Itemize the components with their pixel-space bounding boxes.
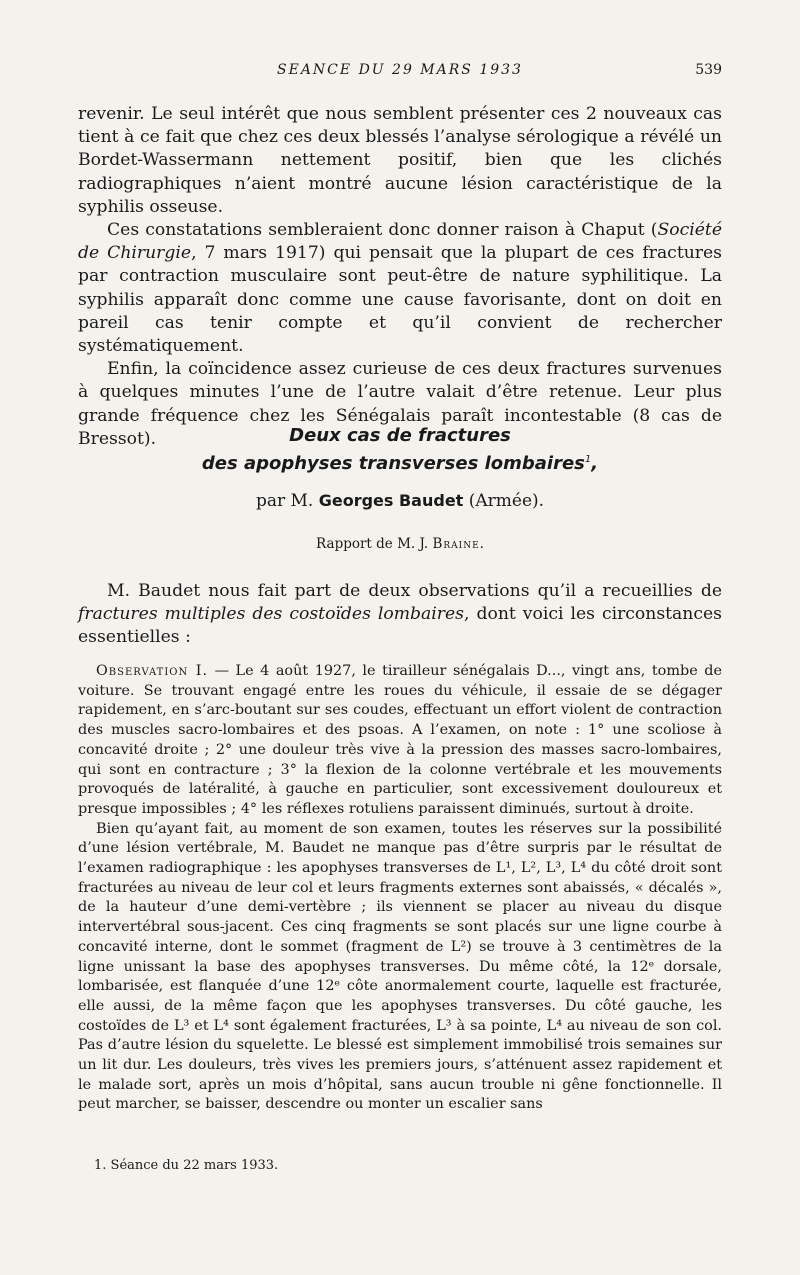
byline: par M. Georges Baudet (Armée). — [255, 491, 545, 511]
running-title: SEANCE DU 29 MARS 1933 — [277, 62, 523, 78]
observation-label: Observation I. — [96, 663, 209, 679]
footnote-mark: 1 — [584, 454, 592, 465]
paragraph: Ces constatations sembleraient donc donner raison à Chaput (Société de Chirurgie, 7 mars 1917) qui pensait que la plupart de ces fractures par contraction musculaire sont peut-être de nature syphilitique. La syphilis apparaît donc comme une cause favorisante, dont on doit en pareil cas tenir compte et qu’il convient de rechercher systématiquement. — [78, 220, 722, 357]
intro-text — [78, 103, 722, 451]
summary-text — [78, 580, 722, 650]
article-title: Deux cas de fractures des apophyses transverses lombaires$^1$, — [201, 425, 599, 474]
rapport-line: Rapport de M. J. Braine. — [316, 536, 484, 552]
author-name: Georges Baudet — [318, 491, 464, 510]
paragraph: Bien qu’ayant fait, au moment de son examen, toutes les réserves sur la possibilité d’une lésion vertébrale, M. Baudet ne manque pas d’être surpris par le résultat de l’examen radiographique : les apophyses transverses de L¹, L², L³, L⁴ du côté droit sont fracturées au niveau de leur col et leurs fragments externes sont abaissés, « décalés », de la hauteur d’une demi-vertèbre ; ils viennent se placer au niveau du disque intervertébral sous-jacent. Ces cinq fragments se sont placés sur une ligne courbe à concavité interne, dont le sommet (fragment de L²) se trouve à 3 centimètres de la ligne unissant la base des apophyses transverses. Du même côté, la 12ᵉ dorsale, lombarisée, est flanquée d’une 12ᵉ côte anormalement courte, laquelle est fracturée, elle aussi, de la même façon que les apophyses transverses. Du côté gauche, les costoïdes de L³ et L⁴ sont également fracturées, L³ à sa pointe, L⁴ au niveau de son col. Pas d’autre lésion du squelette. Le blessé est simplement immobilisé trois semaines sur un lit dur. Les douleurs, très vives les premiers jours, s’atténuent assez rapidement et le malade sort, après un mois d’hôpital, sans aucun trouble ni gêne fonctionnelle. Il peut marcher, se baisser, descendre ou monter un escalier sans — [78, 820, 722, 1113]
running-header — [78, 62, 722, 78]
paragraph: Observation I. — Le 4 août 1927, le tirailleur sénégalais D..., vingt ans, tombe de voiture. Se trouvant engagé entre les roues du véhicule, il essaie de se dégager rapidement, en s’arc-boutant sur ses coudes, effectuant un effort violent de contraction des muscles sacro-lombaires et des psoas. A l’examen, on note : 1° une scoliose à concavité droite ; 2° une douleur très vive à la pression des masses sacro-lombaires, qui sont en contracture ; 3° la flexion de la colonne vertébrale et les mouvements provoqués de latéralité, à gauche en particulier, sont excessivement douloureux et presque impossibles ; 4° les réflexes rotuliens paraissent diminués, surtout à droite. — [78, 663, 722, 817]
observation-text — [78, 662, 722, 1115]
paragraph: M. Baudet nous fait part de deux observations qu’il a recueillies de fractures multiples des costoïdes lombaires, dont voici les circonstances essentielles : — [78, 581, 722, 648]
footnote: 1. Séance du 22 mars 1933. — [94, 1158, 279, 1173]
paragraph: revenir. Le seul intérêt que nous semblent présenter ces 2 nouveaux cas tient à ce fait que chez ces deux blessés l’analyse sérologique a révélé un Bordet-Wassermann nettement positif, bien que les clichés radiographiques n’aient montré aucune lésion caractéristique de la syphilis osseuse. — [78, 104, 722, 217]
page-number: 539 — [695, 62, 722, 78]
paragraph: Enfin, la coïncidence assez curieuse de ces deux fractures survenues à quelques minutes l’une de l’autre valait d’être retenue. Leur plus grande fréquence chez les Sénégalais paraît incontestable (8 cas de Bressot). — [78, 359, 722, 449]
